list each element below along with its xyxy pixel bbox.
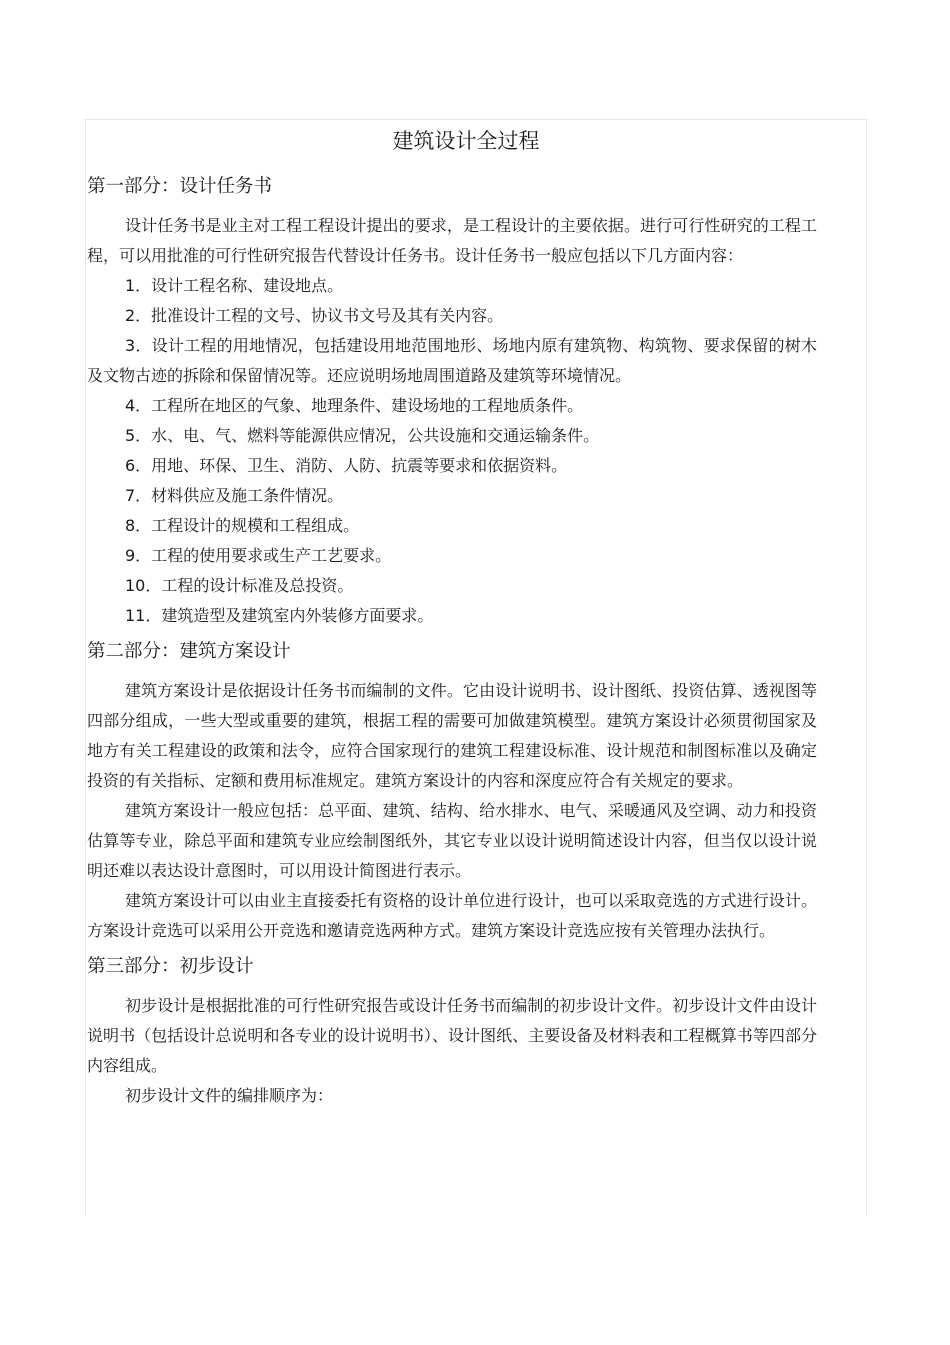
paragraph: 初步设计文件的编排顺序为： [125, 1086, 334, 1105]
list-item: 3．设计工程的用地情况，包括建设用地范围地形、场地内原有建筑物、构筑物、要求保留的树木及文物古迹的拆除和保留情况等。还应说明场地周围道路及建筑等环境情况。 [87, 336, 817, 385]
list-item: 11．建筑造型及建筑室内外装修方面要求。 [125, 606, 434, 625]
list-item: 6．用地、环保、卫生、消防、人防、抗震等要求和依据资料。 [125, 456, 568, 475]
list-item: 2．批准设计工程的文号、协议书文号及其有关内容。 [125, 306, 504, 325]
paragraph: 初步设计是根据批准的可行性研究报告或设计任务书而编制的初步设计文件。初步设计文件由设计说明书（包括设计总说明和各专业的设计说明书）、设计图纸、主要设备及材料表和工程概算书等四部分内容组成。 [87, 996, 817, 1075]
list-item: 8．工程设计的规模和工程组成。 [125, 516, 360, 535]
section-1 [87, 172, 817, 631]
section-2 [87, 637, 817, 946]
document-title: 建筑设计全过程 [392, 129, 540, 153]
paragraph: 建筑方案设计可以由业主直接委托有资格的设计单位进行设计，也可以采取竞选的方式进行设计。方案设计竞选可以采用公开竞选和邀请竞选两种方式。建筑方案设计竞选应按有关管理办法执行。 [87, 891, 817, 940]
list-item: 5．水、电、气、燃料等能源供应情况，公共设施和交通运输条件。 [125, 426, 600, 445]
section-3 [87, 952, 817, 1111]
list-item: 10．工程的设计标准及总投资。 [125, 576, 354, 595]
list-item: 9．工程的使用要求或生产工艺要求。 [125, 546, 392, 565]
section-heading: 第二部分：建筑方案设计 [87, 641, 291, 662]
document-body [87, 124, 817, 1117]
section-heading: 第三部分：初步设计 [87, 956, 254, 977]
paragraph: 建筑方案设计一般应包括：总平面、建筑、结构、给水排水、电气、采暖通风及空调、动力和投资估算等专业，除总平面和建筑专业应绘制图纸外，其它专业以设计说明简述设计内容，但当仅以设计说明还难以表达设计意图时，可以用设计简图进行表示。 [87, 801, 817, 880]
list-item: 7．材料供应及施工条件情况。 [125, 486, 344, 505]
paragraph: 设计任务书是业主对工程工程设计提出的要求，是工程设计的主要依据。进行可行性研究的工程工程，可以用批准的可行性研究报告代替设计任务书。设计任务书一般应包括以下几方面内容： [87, 216, 817, 265]
section-heading: 第一部分：设计任务书 [87, 176, 273, 197]
list-item: 4．工程所在地区的气象、地理条件、建设场地的工程地质条件。 [125, 396, 584, 415]
paragraph: 建筑方案设计是依据设计任务书而编制的文件。它由设计说明书、设计图纸、投资估算、透视图等四部分组成，一些大型或重要的建筑，根据工程的需要可加做建筑模型。建筑方案设计必须贯彻国家及地方有关工程建设的政策和法令，应符合国家现行的建筑工程建设标准、设计规范和制图标准以及确定投资的有关指标、定额和费用标准规定。建筑方案设计的内容和深度应符合有关规定的要求。 [87, 681, 817, 790]
list-item: 1．设计工程名称、建设地点。 [125, 276, 344, 295]
